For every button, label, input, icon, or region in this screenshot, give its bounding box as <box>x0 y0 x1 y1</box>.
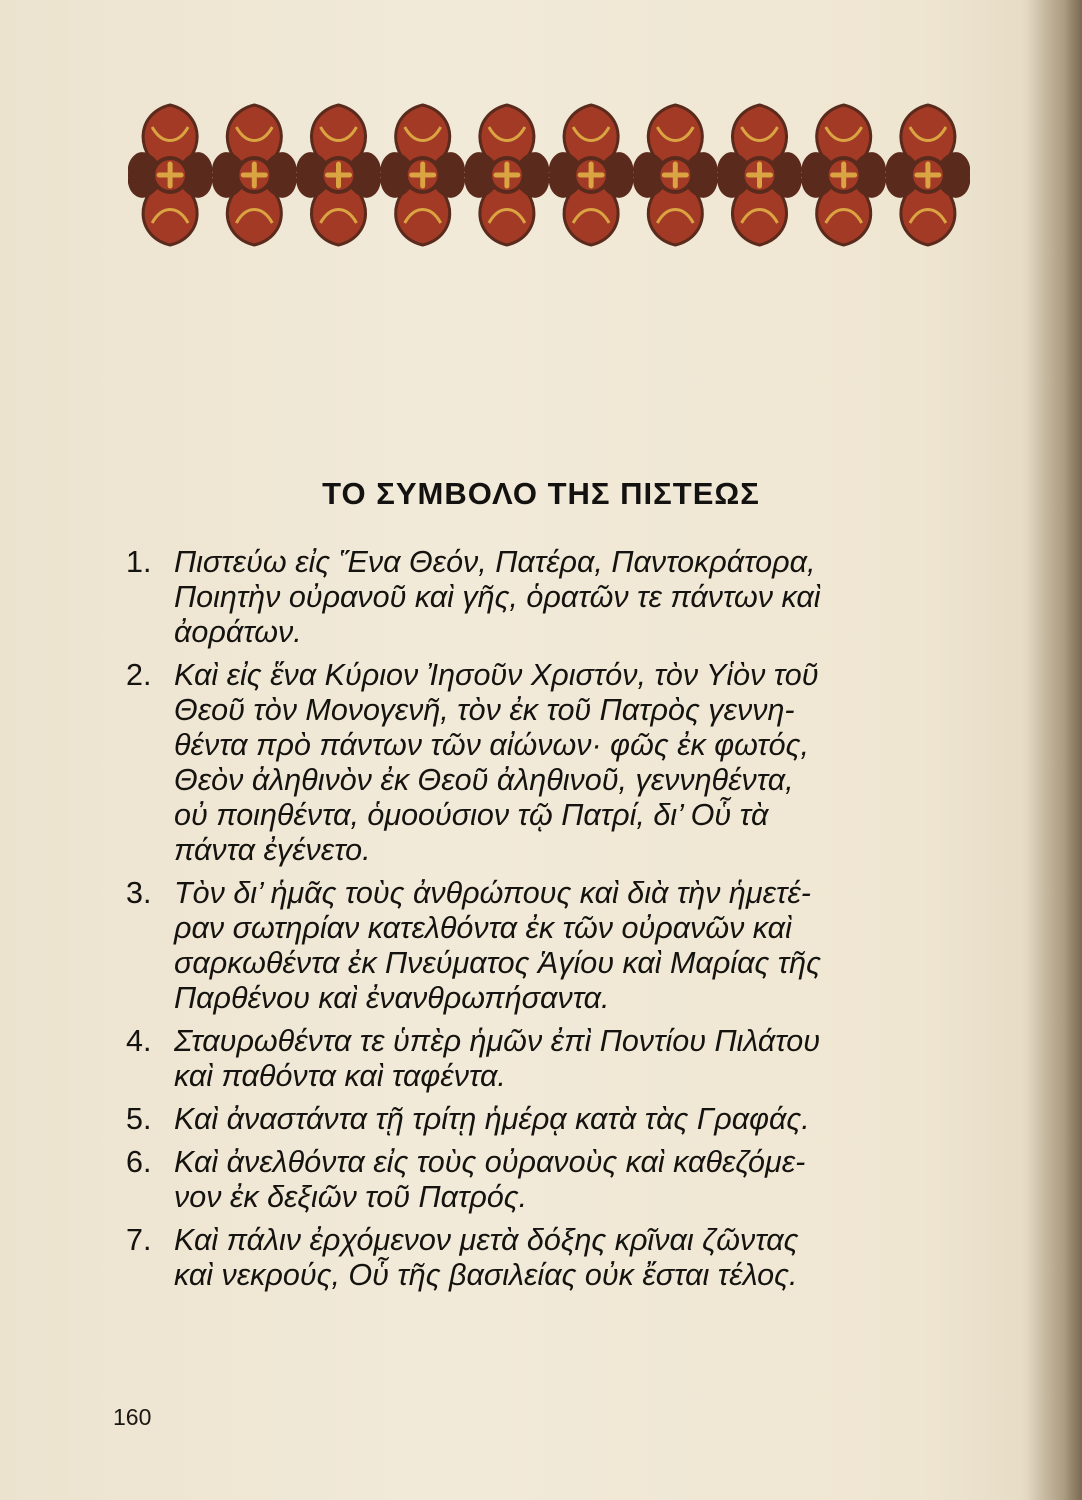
article-number: 7. <box>126 1223 152 1257</box>
ornament-motif <box>381 105 464 245</box>
ornament-motif <box>297 105 380 245</box>
creed-article <box>120 545 970 650</box>
article-line: καὶ παθόντα καὶ ταφέντα. <box>174 1059 506 1093</box>
article-line: σαρκωθέντα ἐκ Πνεύματος Ἁγίου καὶ Μαρίας τῆς <box>174 946 821 980</box>
article-line: Τὸν δι’ ἡμᾶς τοὺς ἀνθρώπους καὶ διὰ τὴν ἡμετέ- <box>174 876 811 910</box>
article-line: ραν σωτηρίαν κατελθόντα ἐκ τῶν οὐρανῶν καὶ <box>174 911 792 945</box>
article-line: Καὶ πάλιν ἐρχόμενον μετὰ δόξης κρῖναι ζῶντας <box>174 1223 799 1257</box>
article-line: Σταυρωθέντα τε ὑπὲρ ἡμῶν ἐπὶ Ποντίου Πιλάτου <box>174 1024 821 1058</box>
article-line: καὶ νεκρούς, Οὗ τῆς βασιλείας οὐκ ἔσται τέλος. <box>174 1258 798 1292</box>
ornament-motif <box>634 105 717 245</box>
article-number: 1. <box>126 545 152 579</box>
ornament-motif <box>550 105 633 245</box>
article-line: θέντα πρὸ πάντων τῶν αἰώνων· φῶς ἐκ φωτός, <box>174 728 809 762</box>
article-number: 2. <box>126 658 152 692</box>
book-spine-shadow <box>1022 0 1082 1500</box>
ornament-motif <box>466 105 549 245</box>
article-number: 4. <box>126 1024 152 1058</box>
article-line: πάντα ἐγένετο. <box>174 833 371 867</box>
article-line: Καὶ εἰς ἕνα Κύριον Ἰησοῦν Χριστόν, τὸν Υἱὸν τοῦ <box>174 658 819 692</box>
creed-articles-list <box>120 545 970 1301</box>
article-line: Θεὸν ἀληθινὸν ἐκ Θεοῦ ἀληθινοῦ, γεννηθέντα, <box>174 763 794 797</box>
page-title: ΤΟ ΣΥΜΒΟΛΟ ΤΗΣ ΠΙΣΤΕΩΣ <box>322 476 760 511</box>
creed-article <box>120 1024 970 1094</box>
article-line: ἀοράτων. <box>174 615 302 649</box>
ornament-motif <box>718 105 801 245</box>
ornamental-border-band <box>128 100 970 250</box>
creed-article <box>120 658 970 868</box>
article-line: Ποιητὴν οὐρανοῦ καὶ γῆς, ὁρατῶν τε πάντων καὶ <box>174 580 821 614</box>
creed-article <box>120 1102 970 1137</box>
article-line: Καὶ ἀναστάντα τῇ τρίτῃ ἡμέρᾳ κατὰ τὰς Γραφάς. <box>174 1102 810 1136</box>
article-line: Παρθένου καὶ ἐνανθρωπήσαντα. <box>174 981 610 1015</box>
article-number: 5. <box>126 1102 152 1136</box>
article-line: οὐ ποιηθέντα, ὁμοούσιον τῷ Πατρί, δι’ Οὗ τὰ <box>174 798 769 832</box>
ornament-motif <box>213 105 296 245</box>
article-line: Πιστεύω εἰς Ἕνα Θεόν, Πατέρα, Παντοκράτορα, <box>174 545 816 579</box>
article-line: νον ἐκ δεξιῶν τοῦ Πατρός. <box>174 1180 528 1214</box>
creed-article <box>120 1223 970 1293</box>
ornament-motif <box>802 105 885 245</box>
page-number: 160 <box>113 1404 152 1430</box>
creed-article <box>120 876 970 1016</box>
article-number: 6. <box>126 1145 152 1179</box>
article-line: Θεοῦ τὸν Μονογενῆ, τὸν ἐκ τοῦ Πατρὸς γεννη- <box>174 693 795 727</box>
creed-article <box>120 1145 970 1215</box>
ornament-motif <box>129 105 212 245</box>
ornament-motif <box>887 105 970 245</box>
article-line: Καὶ ἀνελθόντα εἰς τοὺς οὐρανοὺς καὶ καθεζόμε- <box>174 1145 806 1179</box>
article-number: 3. <box>126 876 152 910</box>
